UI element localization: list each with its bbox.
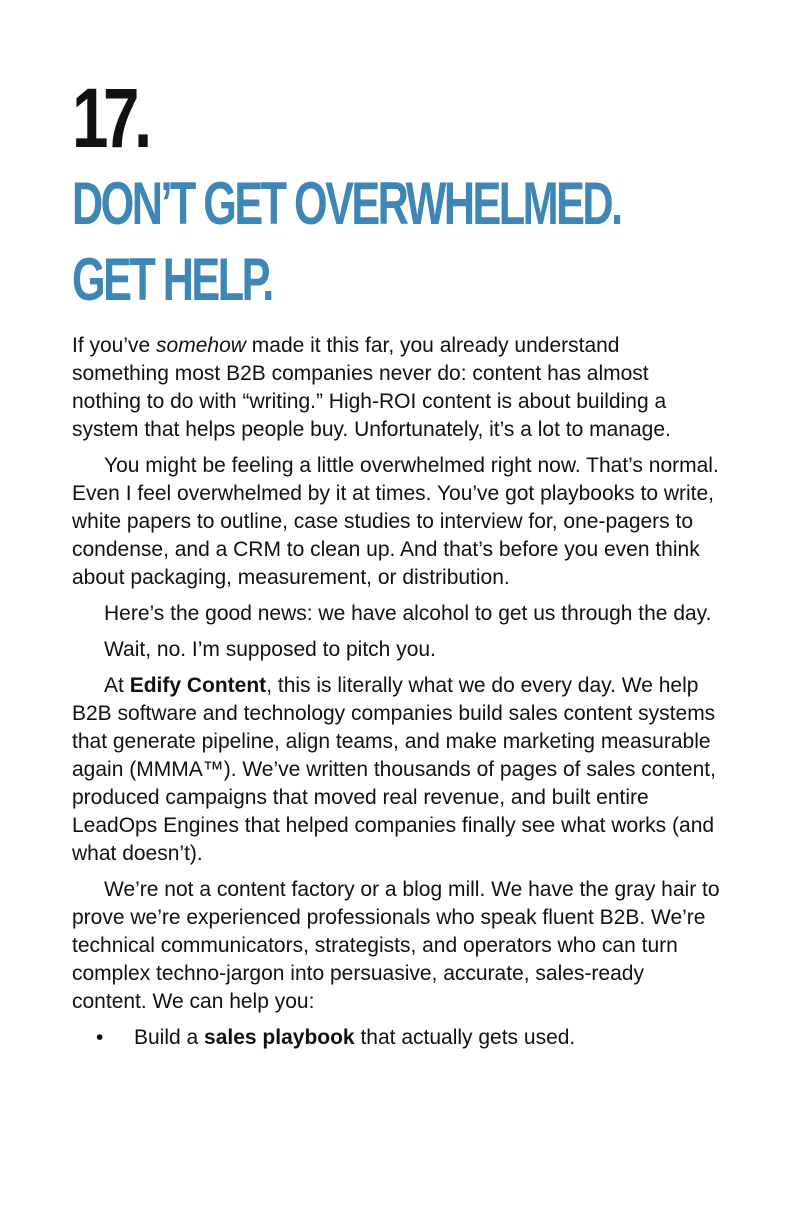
paragraph-3: Here’s the good news: we have alcohol to get us through the day. (104, 602, 712, 625)
paragraph-2: You might be feeling a little overwhelmed right now. That’s normal. Even I feel overwhelmed by it at times. You’ve got playbooks to write, white papers to outline, case studies to interview for, one-pagers to condense, and a CRM to clean up. And that’s before you even think about packaging, measurement, or distribution. (72, 454, 719, 589)
bullet-icon: • (96, 1026, 104, 1049)
paragraph-5-text-start: At (104, 674, 130, 697)
headline-line-1: DON’T GET OVERWHELMED. (72, 170, 621, 237)
paragraph-5 (72, 672, 722, 868)
bullet-text-start: Build a (134, 1026, 205, 1049)
list-item (72, 1024, 722, 1052)
paragraph-1-text-start: If you’ve (72, 334, 157, 357)
chapter-number: 17. (72, 71, 147, 165)
paragraph-1-text-end: made it this far, you already understand something most B2B companies never do: content has almost nothing to do with “writing.” High-ROI content is about building a system that helps people buy. Unfortunately, it’s a lot to manage. (72, 334, 671, 441)
paragraph-1 (72, 332, 722, 444)
bullet-bold-term: sales playbook (204, 1026, 355, 1049)
paragraph-6: We’re not a content factory or a blog mill. We have the gray hair to prove we’re experienced professionals who speak fluent B2B. We’re technical communicators, strategists, and operators who can turn complex techno-jargon into persuasive, accurate, sales-ready content. We can help you: (72, 878, 720, 1013)
brand-name: Edify Content (129, 674, 267, 697)
paragraph-5-text-end: , this is literally what we do every day. We help B2B software and technology companies build sales content systems that generate pipeline, align teams, and make marketing measurable again (MMMA™). We’ve written thousands of pages of sales content, produced campaigns that moved real revenue, and built entire LeadOps Engines that helped companies finally see what works (and what doesn’t). (72, 674, 716, 865)
emphasis-somehow: somehow (156, 334, 246, 357)
paragraph-4: Wait, no. I’m supposed to pitch you. (104, 638, 436, 661)
bullet-list (72, 1024, 722, 1052)
headline-line-2: GET HELP. (72, 246, 272, 313)
bullet-text-end: that actually gets used. (354, 1026, 576, 1049)
page-content (72, 71, 722, 1052)
chapter-headline (72, 166, 720, 318)
body-text (72, 332, 722, 1052)
